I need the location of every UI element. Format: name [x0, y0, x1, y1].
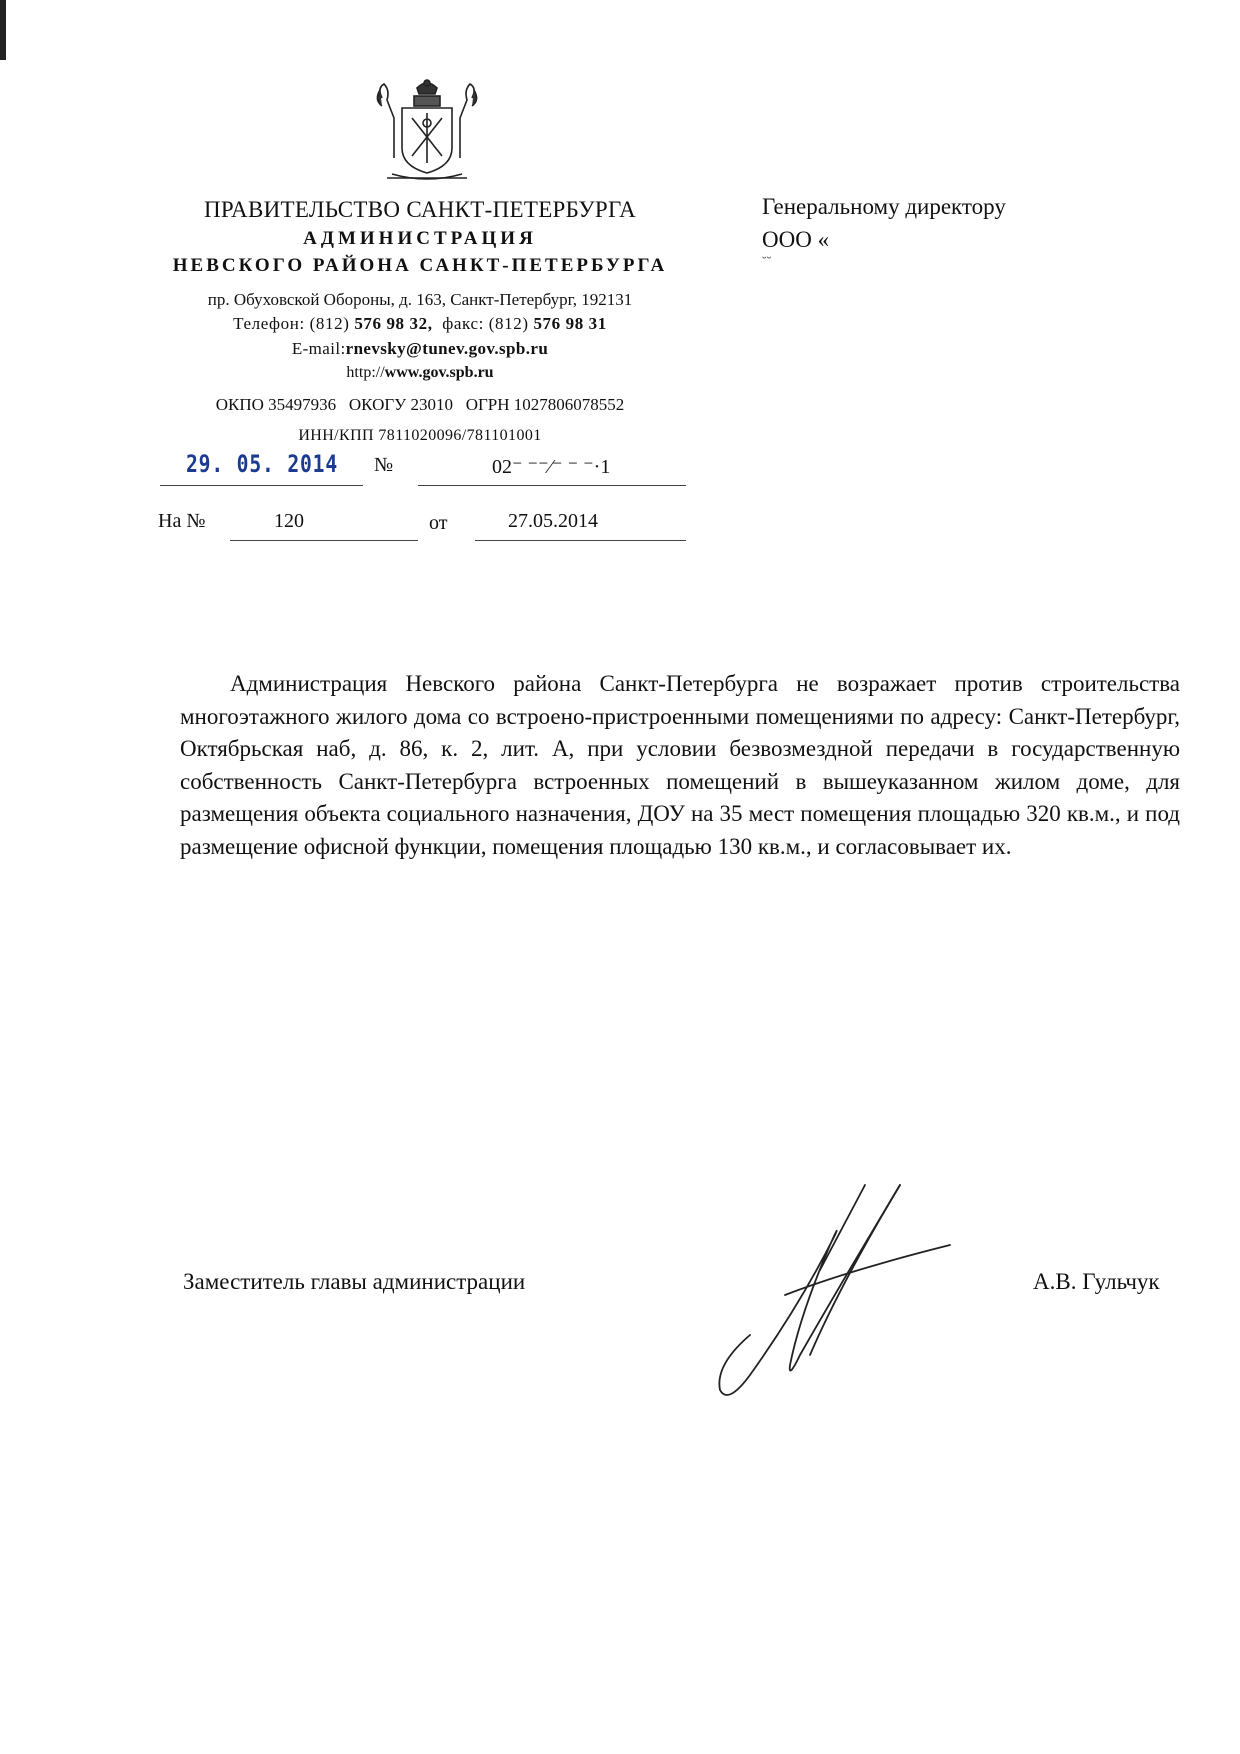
recipient-company: ООО «	[762, 227, 830, 252]
reference-date-label: от	[429, 512, 448, 534]
email-line	[140, 339, 700, 359]
government-header: ПРАВИТЕЛЬСТВО САНКТ-ПЕТЕРБУРГА	[203, 197, 637, 222]
reference-date-underline	[475, 540, 686, 541]
phone-line	[140, 314, 700, 334]
email-address: rnevsky@tunev.gov.spb.ru	[345, 339, 549, 358]
date-underline	[160, 485, 363, 486]
signatory-title: Заместитель главы администрации	[183, 1269, 526, 1294]
inn-kpp: ИНН/КПП 7811020096/781101001	[298, 427, 542, 444]
outgoing-number: 02⁻ ⁻⁻⁄⁻ ⁻ ⁻·1	[492, 456, 611, 478]
scan-edge-mark	[0, 0, 6, 60]
recipient-company-cont: ˘˘	[762, 255, 772, 270]
email-label: E-mail:	[291, 339, 346, 358]
recipient-title: Генеральному директору	[762, 194, 1006, 219]
signatory-name: А.В. Гульчук	[1033, 1269, 1160, 1294]
phone-number: 576 98 32,	[354, 314, 433, 333]
reference-date: 27.05.2014	[508, 510, 598, 532]
handwritten-signature-icon	[690, 1175, 990, 1415]
fax-number: 576 98 31	[533, 314, 607, 333]
phone-label: Телефон: (812)	[233, 314, 355, 333]
reference-number-underline	[230, 540, 418, 541]
address-line: пр. Обуховской Обороны, д. 163, Санкт-Петербург, 192131	[207, 290, 633, 309]
number-underline	[418, 485, 686, 486]
district-title: НЕВСКОГО РАЙОНА САНКТ-ПЕТЕРБУРГА	[172, 255, 668, 276]
website-line	[140, 364, 700, 382]
date-stamp: 29. 05. 2014	[186, 450, 339, 478]
registry-codes: ОКПО 35497936 ОКОГУ 23010 ОГРН 1027806078552	[215, 395, 625, 414]
site-url: www.gov.spb.ru	[384, 364, 494, 381]
number-sign: №	[374, 454, 394, 476]
administration-title: АДМИНИСТРАЦИЯ	[303, 228, 537, 249]
reference-number: 120	[274, 510, 304, 532]
fax-label: факс: (812)	[432, 314, 534, 333]
coat-of-arms-icon	[372, 78, 482, 183]
letter-body: Администрация Невского района Санкт-Петербурга не возражает против строительства многоэтажного жилого дома со встроено-пристроенными помещениями по адресу: Санкт-Петербург, Октябрьская наб, д. 86, к. 2, лит. А, при условии безвозмездной передачи в государственную собственность Санкт-Петербурга встроенных помещений в вышеуказанном жилом доме, для размещения объекта социального назначения, ДОУ на 35 мест помещения площадью 320 кв.м., и под размещение офисной функции, помещения площадью 130 кв.м., и согласовывает их.	[180, 671, 1180, 859]
reference-label: На №	[158, 510, 206, 532]
site-label: http://	[346, 364, 385, 381]
